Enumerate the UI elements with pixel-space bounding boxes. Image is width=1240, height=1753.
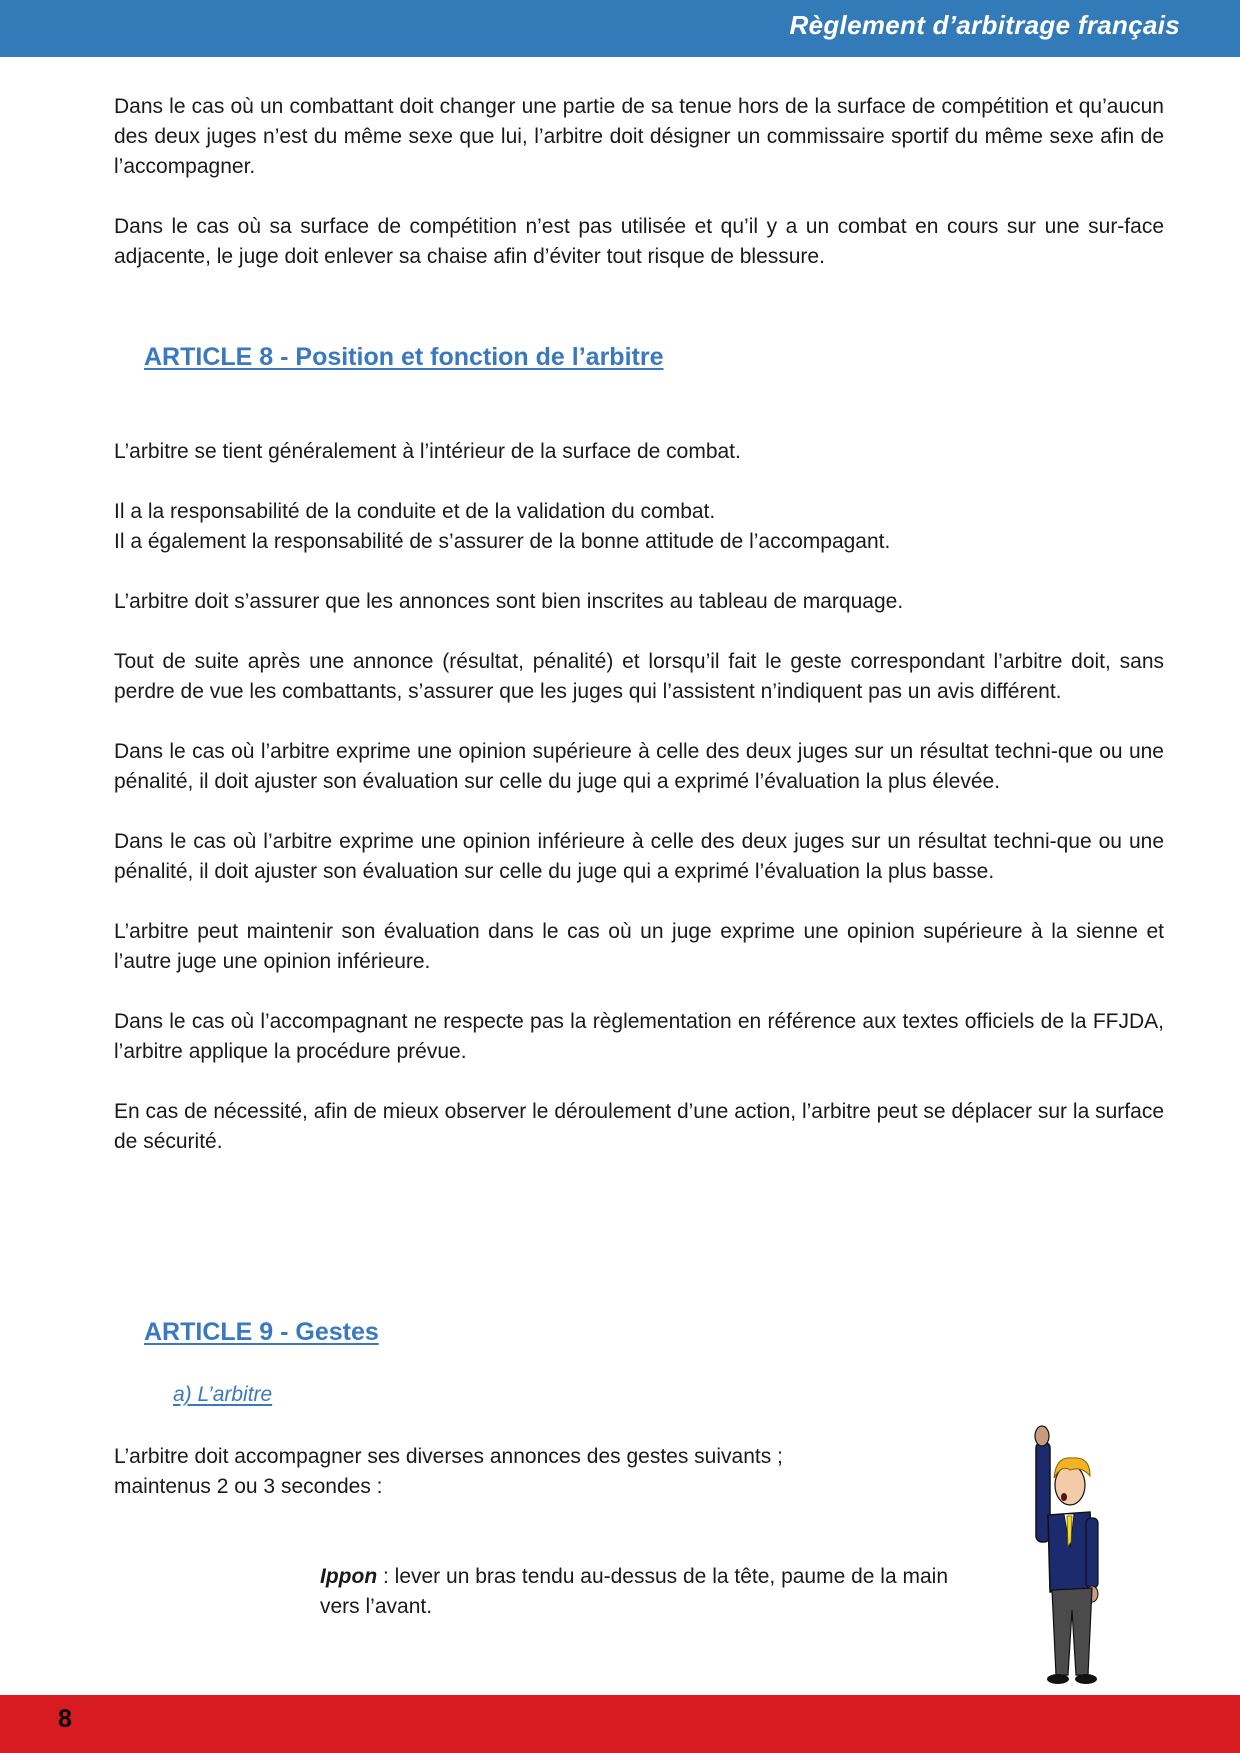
right-shoe xyxy=(1075,1674,1097,1684)
paragraph: Dans le cas où l’arbitre exprime une opinion inférieure à celle des deux juges sur un résultat techni-que ou une pénalité, il doit ajuster son évaluation sur celle du juge qui a exprimé l’évaluation la plus basse. xyxy=(114,830,1164,883)
footer-band xyxy=(0,1695,1240,1753)
intro-section xyxy=(114,92,1164,272)
article-9-intro xyxy=(114,1442,914,1502)
page-number: 8 xyxy=(58,1705,72,1733)
trousers xyxy=(1052,1588,1092,1675)
paragraph: Dans le cas où sa surface de compétition n’est pas utilisée et qu’il y a un combat en cours sur une sur-face adjacente, le juge doit enlever sa chaise afin d’éviter tout risque de blessure. xyxy=(114,215,1164,268)
paragraph: Tout de suite après une annonce (résultat, pénalité) et lorsqu’il fait le geste correspondant l’arbitre doit, sans perdre de vue les combattants, s’assurer que les juges qui l’assistent n’indiquent pas un avis différent. xyxy=(114,650,1164,703)
paragraph: L’arbitre se tient généralement à l’intérieur de la surface de combat. xyxy=(114,440,741,463)
document-title: Règlement d’arbitrage français xyxy=(789,10,1180,40)
gesture-ippon xyxy=(320,1562,980,1622)
tie xyxy=(1067,1516,1072,1546)
gesture-text: : lever un bras tendu au-dessus de la tête, paume de la main vers l’avant. xyxy=(320,1565,949,1618)
paragraph: Dans le cas où l’arbitre exprime une opinion supérieure à celle des deux juges sur un résultat techni-que ou une pénalité, il doit ajuster son évaluation sur celle du juge qui a exprimé l’évaluation la plus élevée. xyxy=(114,740,1164,793)
paragraph: maintenus 2 ou 3 secondes : xyxy=(114,1475,383,1498)
paragraph: Il a la responsabilité de la conduite et de la validation du combat. xyxy=(114,500,716,523)
paragraph: Dans le cas où un combattant doit changer une partie de sa tenue hors de la surface de compétition et qu’aucun des deux juges n’est du même sexe que lui, l’arbitre doit désigner un commissaire sportif du même sexe afin de l’accompagner. xyxy=(114,95,1164,178)
article-8-heading: ARTICLE 8 - Position et fonction de l’arbitre xyxy=(144,343,664,371)
paragraph: Il a également la responsabilité de s’assurer de la bonne attitude de l’accompagant. xyxy=(114,530,891,553)
mouth xyxy=(1061,1493,1067,1501)
lower-arm xyxy=(1086,1518,1098,1588)
paragraph: L’arbitre doit accompagner ses diverses annonces des gestes suivants ; xyxy=(114,1445,783,1468)
paragraph: L’arbitre doit s’assurer que les annonces sont bien inscrites au tableau de marquage. xyxy=(114,590,904,613)
left-shoe xyxy=(1047,1674,1069,1684)
article-9-heading: ARTICLE 9 - Gestes xyxy=(144,1318,379,1346)
header-band xyxy=(0,0,1240,57)
article-9-subheading: a) L’arbitre xyxy=(173,1383,273,1406)
paragraph: L’arbitre peut maintenir son évaluation dans le cas où un juge exprime une opinion supérieure à la sienne et l’autre juge une opinion inférieure. xyxy=(114,920,1164,973)
gesture-term: Ippon xyxy=(320,1565,378,1588)
referee-ippon-illustration xyxy=(1010,1420,1120,1690)
gesture-description xyxy=(320,1562,980,1622)
paragraph: Dans le cas où l’accompagnant ne respecte pas la règlementation en référence aux textes officiels de la FFJDA, l’arbitre applique la procédure prévue. xyxy=(114,1010,1164,1063)
raised-hand xyxy=(1035,1426,1049,1446)
article-8-body xyxy=(114,437,1164,1157)
paragraph: En cas de nécessité, afin de mieux observer le déroulement d’une action, l’arbitre peut se déplacer sur la surface de sécurité. xyxy=(114,1100,1164,1153)
